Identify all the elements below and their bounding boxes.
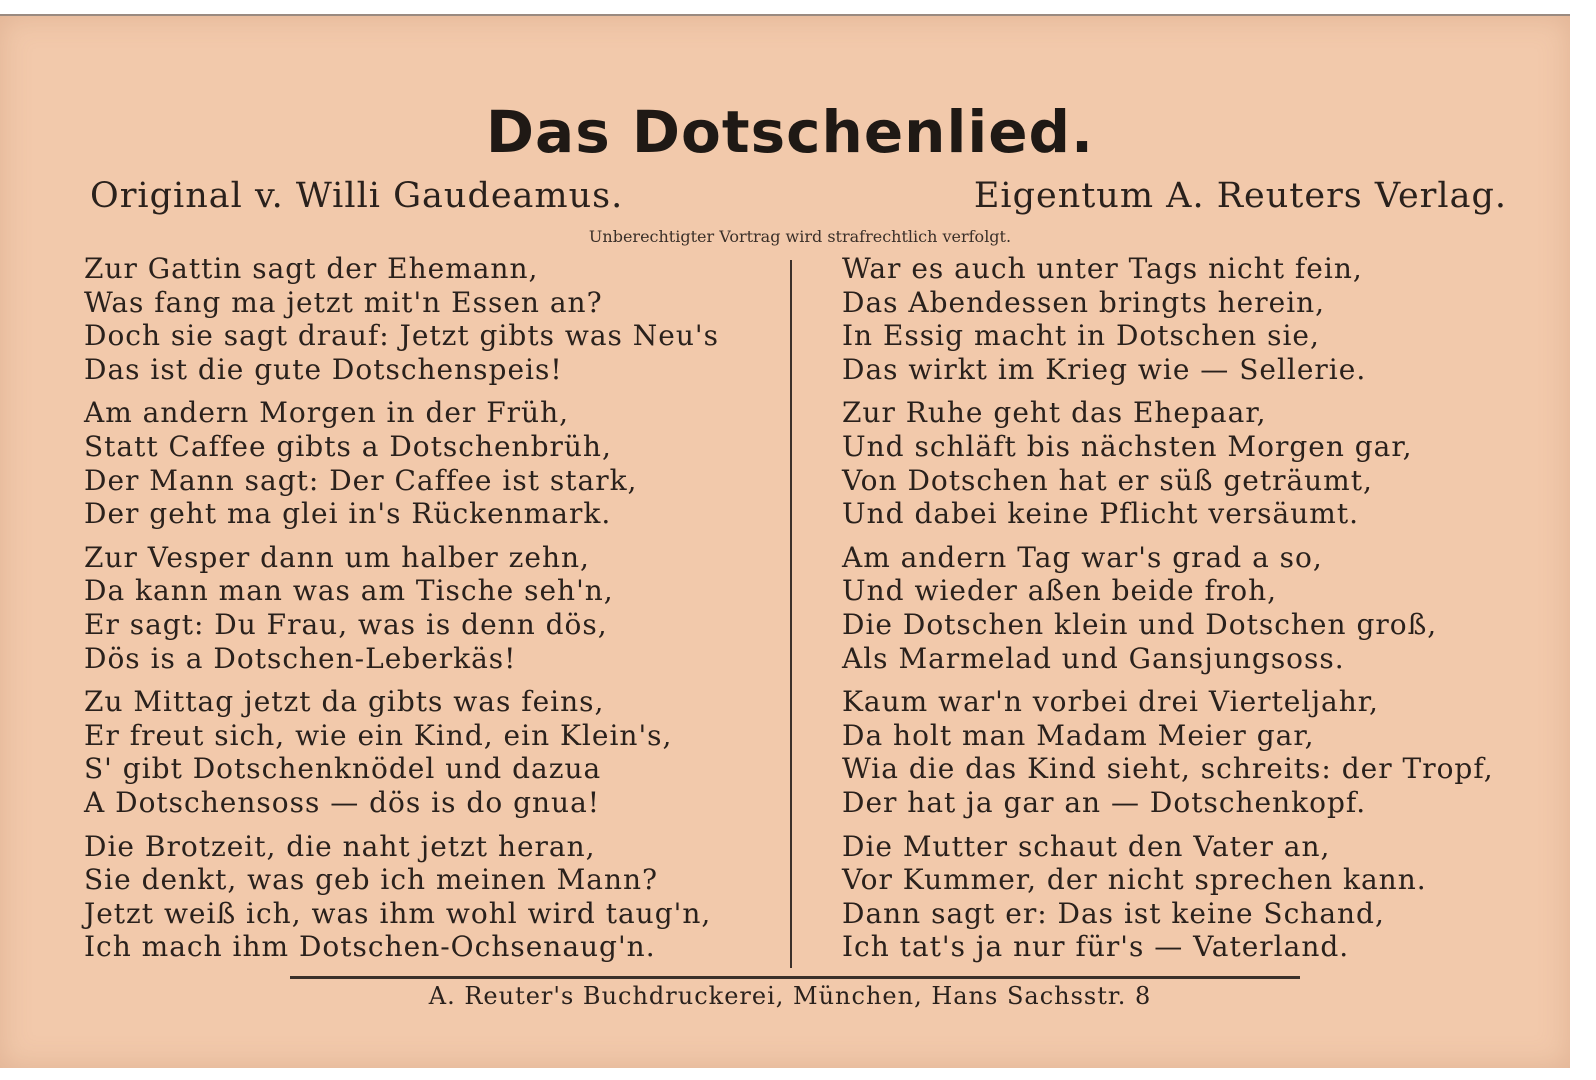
verse-line: Die Dotschen klein und Dotschen groß,: [842, 607, 1438, 641]
stanza: [842, 830, 1542, 964]
stanza: [84, 685, 784, 819]
verse-line: Der Mann sagt: Der Caffee ist stark,: [84, 463, 638, 497]
verse-line: Und schläft bis nächsten Morgen gar,: [842, 429, 1413, 463]
footer-rule: [290, 976, 1300, 979]
verse-line: Kaum war'n vorbei drei Vierteljahr,: [842, 685, 1379, 719]
verse-line: Dös is a Dotschen-Leberkäs!: [84, 641, 517, 675]
verse-line: Statt Caffee gibts a Dotschenbrüh,: [84, 429, 612, 463]
verse-line: Er sagt: Du Frau, was is denn dös,: [84, 607, 608, 641]
verse-line: Wia die das Kind sieht, schreits: der Tropf,: [842, 752, 1494, 786]
stanza: [842, 541, 1542, 675]
copyright-warning: Unberechtigter Vortrag wird strafrechtlich verfolgt.: [588, 227, 1012, 246]
column-divider: [790, 260, 792, 968]
right-verse-column: [842, 252, 1542, 974]
verse-line: Jetzt weiß ich, was ihm wohl wird taug'n,: [84, 896, 712, 930]
verse-line: Da holt man Madam Meier gar,: [842, 718, 1315, 752]
stanza: [84, 830, 784, 964]
verse-line: In Essig macht in Dotschen sie,: [842, 319, 1320, 353]
verse-line: S' gibt Dotschenknödel und dazua: [84, 752, 602, 786]
stanza: [842, 685, 1542, 819]
verse-line: Doch sie sagt drauf: Jetzt gibts was Neu's: [84, 319, 719, 353]
verse-line: Da kann man was am Tische seh'n,: [84, 574, 614, 608]
verse-line: Und wieder aßen beide froh,: [842, 574, 1278, 608]
verse-line: Was fang ma jetzt mit'n Essen an?: [84, 285, 603, 319]
verse-line: Er freut sich, wie ein Kind, ein Klein's,: [84, 718, 673, 752]
verse-line: Das ist die gute Dotschenspeis!: [84, 352, 563, 386]
verse-line: Zu Mittag jetzt da gibts was feins,: [84, 685, 605, 719]
verse-line: Zur Gattin sagt der Ehemann,: [84, 252, 539, 285]
song-title: Das Dotschenlied.: [485, 98, 1095, 166]
verse-line: Ich tat's ja nur für's — Vaterland.: [842, 930, 1350, 964]
verse-line: A Dotschensoss — dös is do gnua!: [84, 785, 601, 819]
stanza: [84, 396, 784, 530]
stanza: [84, 252, 784, 386]
author-credit: Original v. Willi Gaudeamus.: [90, 176, 624, 216]
stanza: [842, 396, 1542, 530]
verse-line: Vor Kummer, der nicht sprechen kann.: [842, 863, 1427, 897]
stanza: [842, 252, 1542, 386]
verse-line: Zur Vesper dann um halber zehn,: [84, 540, 590, 574]
verse-line: Zur Ruhe geht das Ehepaar,: [842, 396, 1267, 430]
verse-line: War es auch unter Tags nicht fein,: [842, 252, 1363, 285]
verse-line: Das wirkt im Krieg wie — Sellerie.: [842, 352, 1367, 386]
verse-line: Der hat ja gar an — Dotschenkopf.: [842, 785, 1367, 819]
stanza: [84, 541, 784, 675]
verse-line: Sie denkt, was geb ich meinen Mann?: [84, 863, 659, 897]
verse-line: Und dabei keine Pflicht versäumt.: [842, 497, 1359, 531]
verse-line: Dann sagt er: Das ist keine Schand,: [842, 896, 1385, 930]
verse-line: Ich mach ihm Dotschen-Ochsenaug'n.: [84, 930, 656, 964]
verse-line: Am andern Morgen in der Früh,: [84, 396, 569, 430]
verse-line: Am andern Tag war's grad a so,: [842, 540, 1323, 574]
verse-line: Das Abendessen bringts herein,: [842, 285, 1326, 319]
publisher-credit: Eigentum A. Reuters Verlag.: [973, 176, 1507, 216]
left-verse-column: [84, 252, 784, 974]
verse-line: Die Brotzeit, die naht jetzt heran,: [84, 829, 596, 863]
verse-line: Der geht ma glei in's Rückenmark.: [84, 497, 612, 531]
verse-line: Von Dotschen hat er süß geträumt,: [842, 463, 1373, 497]
song-sheet-card: [0, 14, 1570, 1068]
verse-line: Die Mutter schaut den Vater an,: [842, 829, 1331, 863]
printer-footer: A. Reuter's Buchdruckerei, München, Hans Sachsstr. 8: [428, 982, 1152, 1010]
verse-line: Als Marmelad und Gansjungsoss.: [842, 641, 1345, 675]
